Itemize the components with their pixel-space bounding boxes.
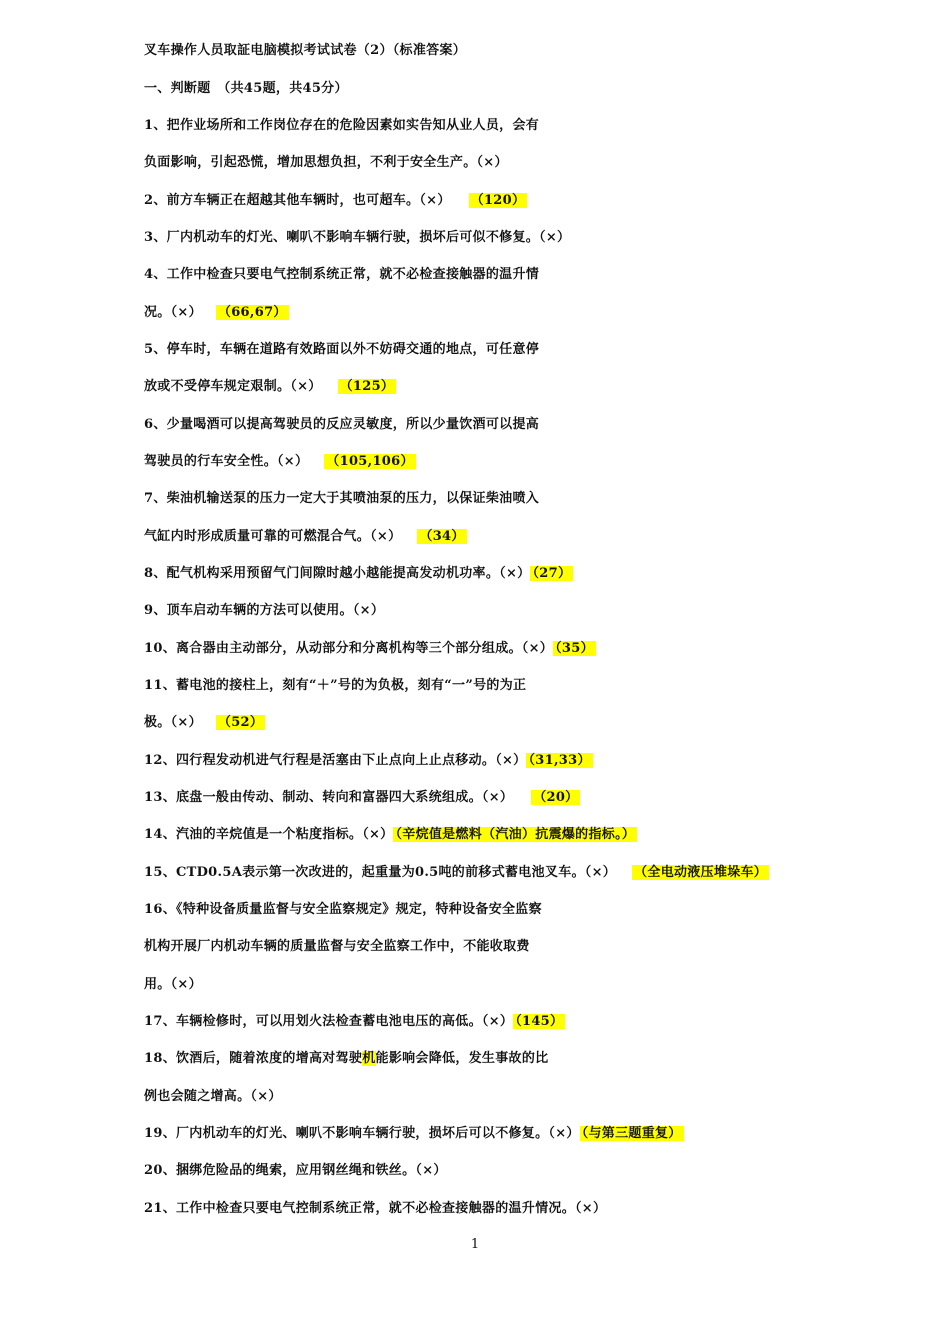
question-7-line-1: 7、柴油机输送泵的压力一定大于其喷油泵的压力，以保证柴油喷入 bbox=[144, 491, 540, 506]
question-11-text: 极。（×） bbox=[144, 715, 202, 730]
question-14-note: （辛烷值是燃料（汽油）抗震爆的指标。） bbox=[395, 827, 636, 842]
question-5-note: （125） bbox=[339, 379, 395, 394]
question-13-note: （20） bbox=[533, 790, 579, 805]
question-4-text: 况。（×） bbox=[144, 305, 202, 320]
question-16-line-3: 用。（×） bbox=[144, 977, 202, 992]
question-21: 21、工作中检查只要电气控制系统正常，就不必检查接触器的温升情况。（×） bbox=[144, 1201, 607, 1216]
page-number: 1 bbox=[470, 1237, 480, 1252]
question-6-line-2 bbox=[144, 453, 416, 471]
question-8-text: 8、配气机构采用预留气门间隙时越小越能提高发动机功率。（×） bbox=[144, 566, 531, 581]
question-17 bbox=[144, 1013, 565, 1031]
question-10-note: （35） bbox=[555, 641, 594, 656]
question-8-note: （27） bbox=[532, 566, 572, 581]
question-7-line-2 bbox=[144, 528, 467, 546]
question-7-note: （34） bbox=[419, 529, 465, 544]
question-7-text: 气缸内时形成质量可靠的可燃混合气。（×） bbox=[144, 529, 402, 544]
question-1-line-2: 负面影响，引起恐慌，增加思想负担，不利于安全生产。（×） bbox=[144, 155, 508, 170]
question-12-note: （31,33） bbox=[528, 753, 591, 768]
question-18-highlighted-char: 机 bbox=[362, 1051, 376, 1066]
question-6-note: （105,106） bbox=[326, 454, 414, 469]
question-18-text-start: 18、饮酒后，随着浓度的增高对驾驶 bbox=[144, 1051, 363, 1066]
question-6-line-1: 6、少量喝酒可以提高驾驶员的反应灵敏度，所以少量饮酒可以提高 bbox=[144, 417, 540, 432]
question-19-note: （与第三题重复） bbox=[581, 1126, 682, 1141]
question-3: 3、厂内机动车的灯光、喇叭不影响车辆行驶，损坏后可似不修复。（×） bbox=[144, 230, 571, 245]
question-13-text: 13、底盘一般由传动、制动、转向和富器四大系统组成。（×） bbox=[144, 790, 514, 805]
question-4-line-2 bbox=[144, 304, 289, 322]
question-18-text-end: 能影响会降低，发生事故的比 bbox=[375, 1051, 549, 1066]
question-5-text: 放或不受停车规定艰制。（×） bbox=[144, 379, 322, 394]
question-17-note: （145） bbox=[515, 1014, 564, 1029]
question-6-text: 驾驶员的行车安全性。（×） bbox=[144, 454, 309, 469]
question-19 bbox=[144, 1125, 684, 1143]
question-14 bbox=[144, 826, 637, 844]
question-4-line-1: 4、工作中检查只要电气控制系统正常，就不必检查接触器的温升情 bbox=[144, 267, 540, 282]
question-18-line-2: 例也会随之增高。（×） bbox=[144, 1089, 282, 1104]
question-19-text: 19、厂内机动车的灯光、喇叭不影响车辆行驶，损坏后可以不修复。（×） bbox=[144, 1126, 580, 1141]
question-10 bbox=[144, 640, 596, 658]
question-2-note: （120） bbox=[470, 193, 526, 208]
question-13 bbox=[144, 789, 580, 807]
question-12 bbox=[144, 752, 593, 770]
question-5-line-1: 5、停车时，车辆在道路有效路面以外不妨碍交通的地点，可任意停 bbox=[144, 342, 540, 357]
question-9: 9、顶车启动车辆的方法可以使用。（×） bbox=[144, 603, 385, 618]
question-11-note: （52） bbox=[217, 715, 264, 730]
question-15-note: （全电动液压堆垛车） bbox=[634, 865, 768, 880]
question-14-text: 14、汽油的辛烷值是一个粘度指标。（×） bbox=[144, 827, 394, 842]
question-15-text: 15、CTD0.5A表示第一次改进的，起重量为0.5吨的前移式蓄电池叉车。（×） bbox=[144, 865, 617, 880]
question-12-text: 12、四行程发动机进气行程是活塞由下止点向上止点移动。（×） bbox=[144, 753, 527, 768]
question-16-line-2: 机构开展厂内机动车辆的质量监督与安全监察工作中，不能收取费 bbox=[144, 939, 530, 954]
question-16-line-1: 16、《特种设备质量监督与安全监察规定》规定，特种设备安全监察 bbox=[144, 902, 542, 917]
question-4-note: （66,67） bbox=[217, 305, 287, 320]
question-15 bbox=[144, 864, 769, 882]
section-heading: 一、判断题 （共45题，共45分） bbox=[144, 81, 348, 96]
question-2-text: 2、前方车辆正在超越其他车辆时，也可超车。（×） bbox=[144, 193, 451, 208]
question-8 bbox=[144, 565, 573, 583]
document-title: 叉车操作人员取証电脑模拟考试试卷（2）（标准答案） bbox=[144, 43, 467, 58]
question-5-line-2 bbox=[144, 378, 396, 396]
question-10-text: 10、离合器由主动部分，从动部分和分离机构等三个部分组成。（×） bbox=[144, 641, 554, 656]
question-20: 20、捆绑危险品的绳索，应用钢丝绳和铁丝。（×） bbox=[144, 1163, 447, 1178]
question-11-line-2 bbox=[144, 714, 265, 732]
question-1-line-1: 1、把作业场所和工作岗位存在的危险因素如实告知从业人员，会有 bbox=[144, 118, 540, 133]
question-2 bbox=[144, 192, 527, 210]
question-18-line-1 bbox=[144, 1050, 548, 1068]
question-11-line-1: 11、蓄电池的接柱上，刻有“＋”号的为负极，刻有“一”号的为正 bbox=[144, 678, 527, 693]
question-17-text: 17、车辆检修时，可以用划火法检查蓄电池电压的高低。（×） bbox=[144, 1014, 514, 1029]
